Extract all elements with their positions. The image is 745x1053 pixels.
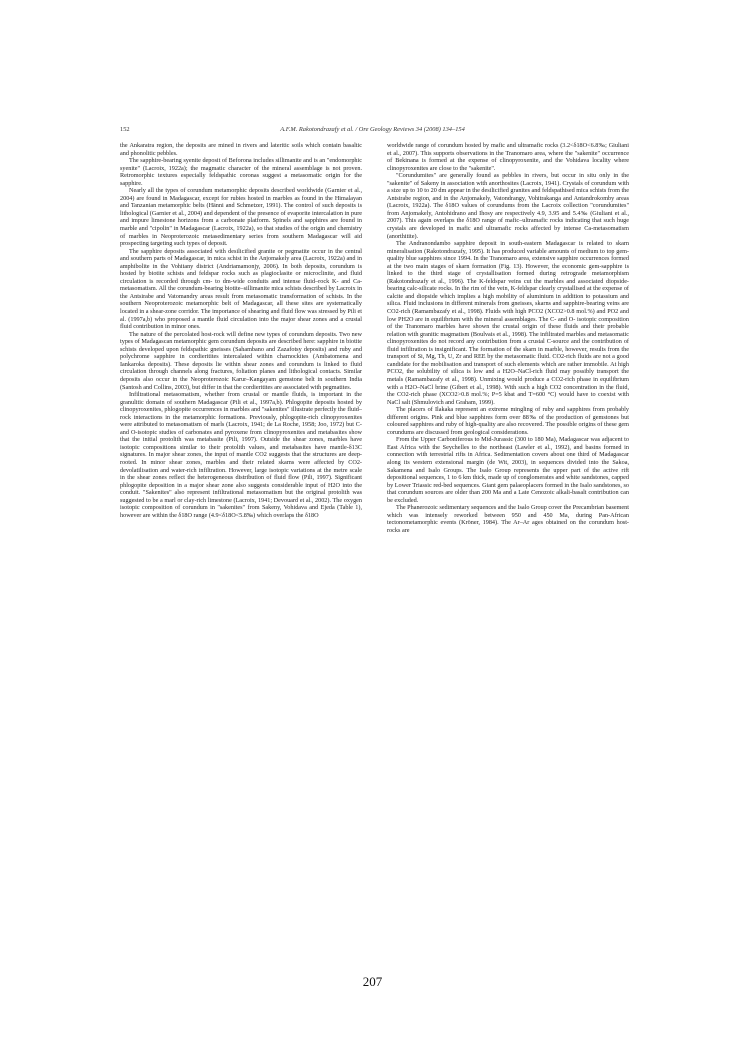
- paragraph: The nature of the percolated host-rock will define new types of corundum deposits. Two new types of Madagascan metamorphic gem corundum deposits are described here: sapphire in biotite schists developed upon feldspathic gneisses (Sahambano and Zazafotsy deposits) and ruby and polychrome sapphire in cordieritites intercalated within charnockites (Ambatomena and Iankaroka deposits). These deposits lie within shear zones and corundum is linked to fluid circulation through channels along fractures, foliation planes and lithological contacts. Similar deposits also occur in the Neoproterozoic Karur–Kangayam gemstone belt in southern India (Santosh and Collins, 2003), but differ in that the cordieritites are associated with pegmatites.: [120, 330, 362, 391]
- scan-page-number: 207: [362, 974, 383, 989]
- paragraph: worldwide range of corundum hosted by mafic and ultramafic rocks (3.2<δ18O<6.8‰; Giuliani et al., 2007). This supports observations in the Tranomaro area, where the "sakenite" occurrence of Bekinana is formed at the expense of clinopyroxenite, and the Vohidava locality where clinopyroxenites are close to the "sakenite".: [387, 142, 629, 172]
- paragraph: Infiltrational metasomatism, whether from crustal or mantle fluids, is important in the granulitic domain of southern Madagascar (Pili et al., 1997a,b). Phlogopite deposits hosted by clinopyroxenites, phlogopite occurrences in marbles and "sakenites" illustrate perfectly the fluid–rock interactions in the metamorphic formations. Previously, phlogopite-rich clinopyroxenites were attributed to metasomatism of marls (Lacroix, 1941; de La Roche, 1958; Joo, 1972) but C- and O-isotopic studies of carbonates and pyroxene from clinopyroxenites and metabasites show that the initial protolith was metabasite (Pili, 1997). Outside the shear zones, marbles have isotopic compositions similar to their protolith values, and metabasites have mantle-δ13C signatures. In major shear zones, the input of mantle CO2 suggests that the structures are deep-rooted. In minor shear zones, marbles and their related skarns were affected by CO2-devolatilisation and water-rich infiltration. However, large isotopic variations at the metre scale in the shear zones reflect the heterogeneous distribution of fluid flow (Pili, 1997). Significant phlogopite deposition in a major shear zone also suggests considerable input of H2O into the conduit. "Sakenites" also represent infiltrational metasomatism but the original protolith was suggested to be a marl or clay-rich limestone (Lacroix, 1941; Devouard et al., 2002). The oxygen isotopic composition of corundum in "sakenites" from Sakeny, Vohidava and Ejeda (Table 1), however are within the δ18O range (4.9<δ18O<5.8‰) which overlaps the δ18O: [120, 391, 362, 519]
- paragraph: "Corundumites" are generally found as pebbles in rivers, but occur in situ only in the "sakenite" of Sakeny in association with anorthosites (Lacroix, 1941). Crystals of corundum with a size up to 10 to 20 dm appear in the desilicified granites and feldspathised mica schists from the Antsirabe region, and in the Anjomakely, Vatondrangy, Vohitrakanga and Antandrokomby areas (Lacroix, 1922a). The δ18O values of corundums from the Lacroix collection "corundumites" from Anjomakely, Antohidrano and Ihosy are respectively 4.9, 3.95 and 5.4‰ (Giuliani et al., 2007). This again overlaps the δ18O range of mafic–ultramafic rocks indicating that such huge crystals are developed in mafic and ultramafic rocks affected by intense Ca-metasomatism (anorthitite).: [387, 172, 629, 240]
- left-column: [120, 142, 362, 519]
- paragraph: The Andranondambo sapphire deposit in south-eastern Madagascar is related to skarn mineralisation (Rakotondrazafy, 1995). It has produced variable amounts of medium to top gem-quality blue sapphires since 1994. In the Tranomaro area, extensive sapphire occurrences formed at the two main stages of skarn formation (Fig. 13). However, the economic gem-sapphire is linked to the third stage of crystallisation formed during retrograde metamorphism (Rakotondrazafy et al., 1996). The K-feldspar veins cut the marbles and associated diopside-bearing calc-silicate rocks. In the rim of the vein, K-feldspar clearly crystallised at the expense of calcite and diopside which implies a high mobility of aluminium in addition to potassium and silica. Fluid inclusions in different minerals from gneisses, skarns and sapphire-bearing veins are CO2-rich (Ramambazafy et al., 1998). Fluids with high PCO2 (XCO2>0.8 mol.%) and PO2 and low PH2O are in equilibrium with the mineral assemblages. The C- and O- isotopic composition of the Tranomaro marbles have shown the crustal origin of these fluids and their probable relation with granitic magmatism (Boulvais et al., 1998). The infiltrated marbles and metasomatic clinopyroxenites do not record any contribution from a crustal C-source and the contribution of fluid infiltration is insignificant. The formation of the skarn in marble, however, results from the transport of Si, Mg, Th, U, Zr and REE by the metasomatic fluid. CO2-rich fluids are not a good candidate for the mobilisation and transport of such elements which are rather immobile. At high PCO2, the solubility of silica is low and a H2O–NaCl-rich fluid may possibly transport the metals (Ramambazafy et al., 1998). Unmixing would produce a CO2-rich phase in equilibrium with a H2O–NaCl brine (Gibert et al., 1998). With such a high CO2 concentration in the fluid, the CO2-rich phase (XCO2>0.8 mol.%; P=5 kbat and T=600 °C) would have to coexist with NaCl salt (Shmulovich and Graham, 1999).: [387, 240, 629, 406]
- running-header: [120, 126, 625, 138]
- right-column: [387, 142, 629, 534]
- paragraph: The sapphire deposits associated with desilicified granite or pegmatite occur in the central and southern parts of Madagascar, in mica schist in the Anjomakely area (Lacroix, 1922a) and in amphibolite in the Vohitany district (Andriamamonjy, 2006). In both deposits, corundum is hosted by biotite schists and feldspar rocks such as plagioclasite or microclinite, and fluid circulation is recorded through cm- to dm-wide conduits and intense fluid–rock K- and Ca-metasomatism. All the corundum-bearing biotite–sillimanite mica schists described by Lacroix in the Antsirabe and Vatomandry areas result from metasomatic transformation of schists. In the southern Neoproterozoic metamorphic belt of Madagascar, all these sites are systematically located in a shear-zone corridor. The importance of shearing and fluid flow was stressed by Pili et al. (1997a,b) who proposed a mantle fluid circulation into the major shear zones and a crustal fluid contribution in minor ones.: [120, 247, 362, 331]
- journal-page-number: 152: [120, 126, 130, 133]
- paragraph: From the Upper Carboniferous to Mid-Jurassic (300 to 180 Ma), Madagascar was adjacent to East Africa with the Seychelles to the northeast (Lawler et al., 1992), and basins formed in connection with terrestrial rifts in Africa. Sedimentation covers about one third of Madagascar along its western extensional margin (de Wit, 2003), in sequences divided into the Sakoa, Sakamena and Isalo Groups. The Isalo Group represents the upper part of the active rift depositional sequences, 1 to 6 km thick, made up of conglomerates and white sandstones, capped by Lower Triassic red-bed sequences. Giant gem palaeoplacers formed in the Isalo sandstones, so that corundum sources are older than 200 Ma and a Late Cenozoic alkali-basalt contribution can be excluded.: [387, 436, 629, 504]
- paragraph: The sapphire-bearing syenite deposit of Beforona includes sillimanite and is an "endomorphic syenite" (Lacroix, 1922a); the magmatic character of the mineral assemblage is not proven. Retromorphic textures especially feldspathic coronas suggest a metasomatic origin for the sapphire.: [120, 157, 362, 187]
- running-title: A.F.M. Rakotondrazafy et al. / Ore Geology Reviews 34 (2008) 134–154: [280, 126, 465, 133]
- paragraph: The Phanerozoic sedimentary sequences and the Isalo Group cover the Precambrian basement which was intensely reworked between 950 and 450 Ma, during Pan-African tectonometamorphic events (Kröner, 1984). The Ar–Ar ages obtained on the corundum host- rocks are: [387, 504, 629, 534]
- paragraph: the Ankaratra region, the deposits are mined in rivers and lateritic soils which contain basaltic and phonolitic pebbles.: [120, 142, 362, 157]
- paragraph: Nearly all the types of corundum metamorphic deposits described worldwide (Garnier et al., 2004) are found in Madagascar, except for rubies hosted in marbles as found in the Himalayan and Tanzanian metamorphic belts (Hänni and Schmetzer, 1991). The control of such deposits is lithological (Garnier et al., 2004) and dependent of the presence of evaporite intercalation in pure and impure limestone horizons from a carbonate platform. Spinels and sapphires are found in marble and "cipolin" in Madagascar (Lacroix, 1922a), so that studies of the origin and chemistry of marbles in Neoproterozoic metasedimentary series from southern Madagascar will aid prospecting targeting such types of deposit.: [120, 187, 362, 248]
- paragraph: The placers of Ilakaka represent an extreme mingling of ruby and sapphires from probably different origins. Pink and blue sapphires form over 88‰ of the production of gemstones but coloured sapphires and ruby of high-quality are also recovered. The possible origins of these gem corundums are discussed from geological considerations.: [387, 406, 629, 436]
